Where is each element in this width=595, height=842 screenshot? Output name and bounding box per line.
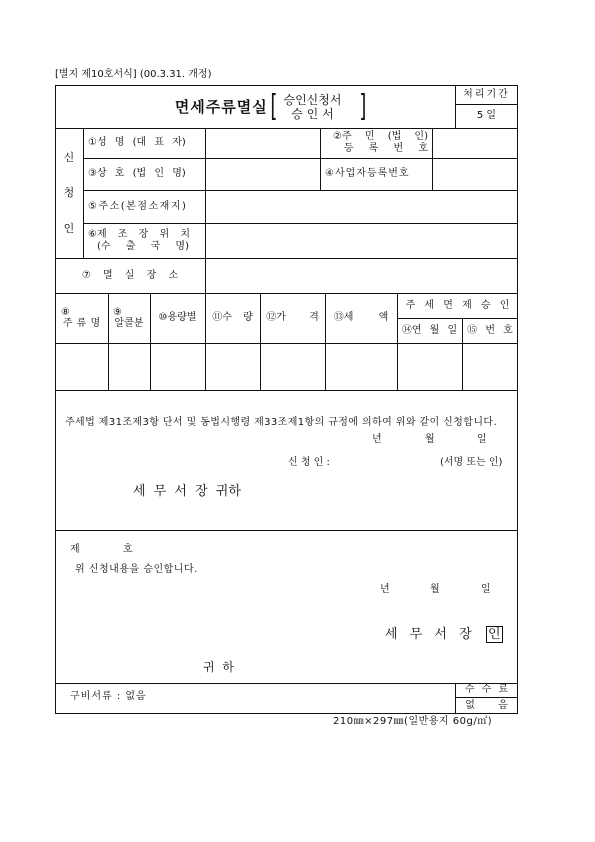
loss-place-label: ⑦ 멸 실 장 소: [81, 269, 179, 281]
column-label: 알콜분: [114, 317, 144, 329]
column-header-tax-amount: ⑬세 액: [333, 312, 389, 323]
signature-or-seal-label: (서명 또는 인): [440, 457, 503, 468]
approval-date-day-label: 일: [481, 584, 491, 595]
loss-place-field: [205, 258, 518, 293]
business-reg-number-label: ④사업자등록번호: [325, 168, 410, 179]
table-rule-horizontal: [55, 683, 518, 684]
table-cell: [205, 343, 260, 390]
table-cell: [108, 343, 150, 390]
column-header-quantity: ⑪수 량: [212, 312, 253, 323]
address-field: [205, 190, 518, 223]
approving-authority: 세 무 서 장: [385, 627, 472, 642]
statement-addressee: 세 무 서 장 귀하: [133, 484, 241, 499]
resident-reg-label-line: 등 록 번 호: [343, 143, 428, 154]
title-main: 면세주류멸실: [174, 97, 268, 116]
processing-period-label: 처리기간: [463, 88, 510, 100]
applicant-side-char: 신: [63, 150, 75, 164]
approval-text: 위 신청내용을 승인합니다.: [75, 564, 198, 575]
column-number: ⑨: [113, 306, 122, 318]
trade-name-label: ③상 호 (법 인 명): [88, 168, 186, 179]
required-documents: 구비서류 : 없음: [70, 691, 147, 702]
paper-spec: 210㎜×297㎜(일반용지 60g/㎡): [333, 716, 493, 727]
trade-name-field: [205, 158, 320, 190]
address-label: ⑤주소(본점소재지): [88, 200, 188, 212]
approval-number-suffix: 호: [123, 544, 133, 555]
fee-value: 없 음: [465, 699, 508, 711]
column-header-approval-number: ⑮ 번 호: [467, 324, 513, 336]
processing-period-value: 5 일: [476, 110, 497, 121]
business-reg-number-field: [432, 158, 518, 190]
column-number: ⑧: [61, 306, 70, 318]
date-day-label: 일: [477, 434, 487, 445]
approval-number-prefix: 제: [70, 544, 80, 555]
date-month-label: 월: [425, 434, 435, 445]
date-year-label: 년: [372, 434, 382, 445]
statement-text: 주세법 제31조제3항 단서 및 동법시행령 제33조제1항의 규정에 의하여 위와 같이 신청합니다.: [65, 417, 498, 428]
title-bracket-open: [: [270, 88, 278, 124]
table-rule-horizontal: [55, 390, 518, 391]
table-cell: [397, 343, 462, 390]
resident-reg-number-field: [432, 128, 518, 158]
document-title: [55, 85, 455, 128]
column-header-liquor-name: [55, 293, 108, 343]
approval-date-month-label: 월: [430, 584, 440, 595]
approval-addressee: 귀 하: [203, 660, 234, 674]
table-cell: [462, 343, 518, 390]
applicant-side-char: 인: [63, 221, 75, 235]
approval-date-year-label: 년: [380, 584, 390, 595]
column-header-price: ⑫가 격: [266, 312, 319, 323]
title-option-apply: 승인신청서: [283, 92, 342, 107]
resident-reg-label-line: ②주 민 (법 인): [333, 131, 428, 142]
column-label: 주 류 명: [62, 317, 101, 329]
fee-label: 수 수 료: [464, 684, 509, 695]
column-header-alcohol: [108, 293, 150, 343]
title-bracket-close: ]: [359, 88, 367, 124]
factory-location-label-line: (수 출 국 명): [97, 240, 189, 252]
form-id-label: [별지 제10호서식] (00.3.31. 개정): [55, 69, 212, 80]
applicant-name-label: ①성 명 (대 표 자): [88, 137, 186, 148]
title-option-approve: 승 인 서: [291, 106, 334, 121]
applicant-sign-label: 신 청 인 :: [288, 457, 330, 468]
resident-reg-number-label: [320, 128, 432, 158]
column-header-approval-date: ⑭연 월 일: [401, 324, 458, 336]
table-rule-horizontal: [55, 530, 518, 531]
table-cell: [55, 343, 108, 390]
title-options: [283, 93, 341, 121]
table-row: [55, 343, 518, 390]
table-cell: [325, 343, 397, 390]
table-cell: [260, 343, 325, 390]
factory-location-label: [83, 223, 205, 258]
seal-mark: 인: [488, 627, 501, 642]
table-cell: [150, 343, 205, 390]
applicant-side-char: 청: [63, 186, 75, 199]
column-header-volume: ⑩용량별: [158, 312, 197, 323]
factory-location-label-line: ⑥제 조 장 위 치: [88, 228, 190, 240]
factory-location-field: [205, 223, 518, 258]
column-group-tax-exemption: 주 세 면 제 승 인: [405, 299, 510, 311]
applicant-name-field: [205, 128, 320, 158]
applicant-side-label: [55, 128, 83, 258]
